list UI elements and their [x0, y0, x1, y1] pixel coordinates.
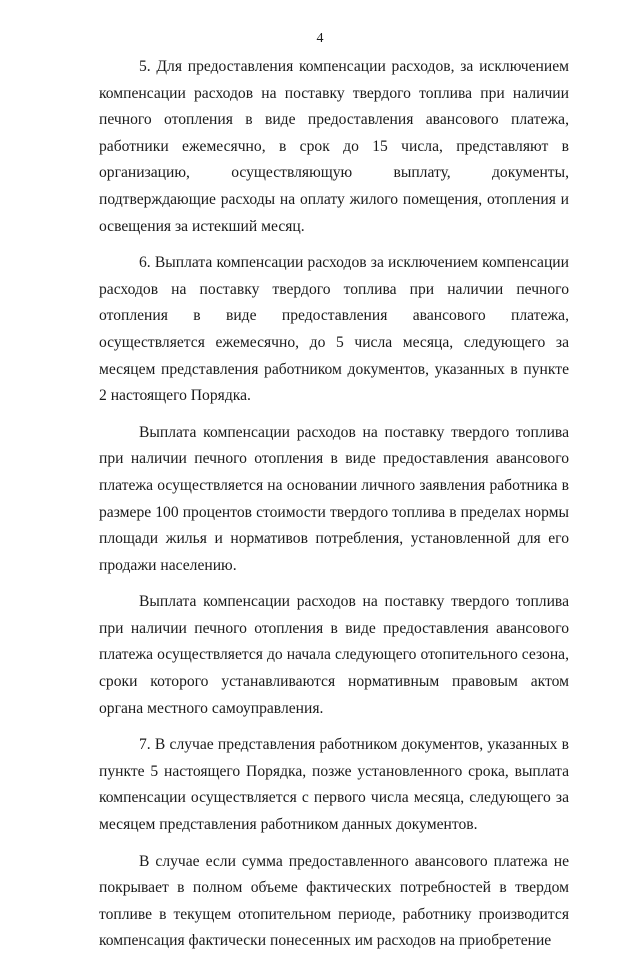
paragraph-insufficient-advance: В случае если сумма предоставленного авансового платежа не покрывает в полном объеме фактических потребностей в твердом топливе в текущем отопительном периоде, работнику производится компенсация фактически понесенных им расходов на приобретение: [99, 852, 569, 950]
page-number: 4: [316, 31, 324, 46]
paragraph-item-6: 6. Выплата компенсации расходов за исключением компенсации расходов на поставку твердого топлива при наличии печного отопления в виде предоставления авансового платежа, осуществляется ежемесячно, до 5 числа месяца, следующего за месяцем представления работником документов, указанных в пункте 2 настоящего Порядка.: [99, 254, 569, 405]
document-body: [99, 54, 569, 955]
paragraph-advance-payment-basis: Выплата компенсации расходов на поставку твердого топлива при наличии печного отопления в виде предоставления авансового платежа осуществляется на основании личного заявления работника в размере 100 процентов стоимости твердого топлива в пределах нормы площади жилья и нормативов потребления, установленной для его продажи населению.: [99, 423, 569, 574]
paragraph-item-7: 7. В случае представления работником документов, указанных в пункте 5 настоящего Порядка, позже установленного срока, выплата компенсации осуществляется с первого числа месяца, следующего за месяцем представления работником данных документов.: [99, 736, 569, 834]
paragraph-advance-payment-deadline: Выплата компенсации расходов на поставку твердого топлива при наличии печного отопления в виде предоставления авансового платежа осуществляется до начала следующего отопительного сезона, сроки которого устанавливаются нормативным правовым актом органа местного самоуправления.: [99, 593, 569, 717]
paragraph-item-5: 5. Для предоставления компенсации расходов, за исключением компенсации расходов на поставку твердого топлива при наличии печного отопления в виде предоставления авансового платежа, работники ежемесячно, в срок до 15 числа, представляют в организацию, осуществляющую выплату, документы, подтверждающие расходы на оплату жилого помещения, отопления и освещения за истекший месяц.: [99, 58, 569, 235]
